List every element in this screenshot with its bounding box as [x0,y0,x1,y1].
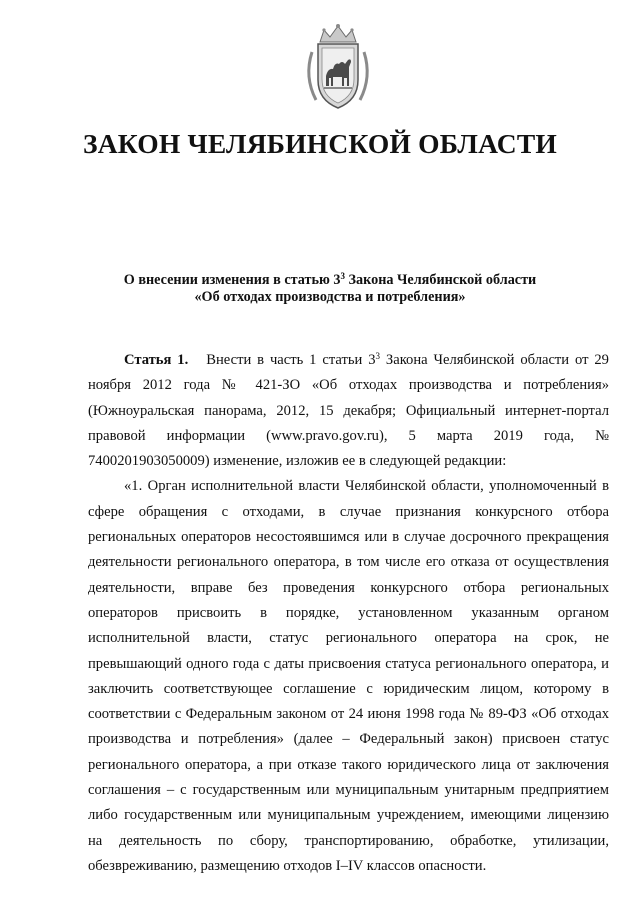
article-1-paragraph: Статья 1. Внести в часть 1 статьи $3^3$ Закона Челябинской области от 29 ноября 2012 года № 421-ЗО «Об отходах производства и потребления» (Южноуральская панорама, 2012, 15 декабря; Официальный интернет-портал правовой информации (www.pravo.gov.ru), 5 марта 2019 года, № 7400201903050009) изменение, изложив ее в следующей редакции: [88,351,609,470]
law-title: ЗАКОН ЧЕЛЯБИНСКОЙ ОБЛАСТИ [83,128,557,159]
quoted-amendment-paragraph: «1. Орган исполнительной власти Челябинской области, уполномоченный в сфере обращения с отходами, в случае признания конкурсного отбора региональных операторов несостоявшимся или в случае досрочного прекращения деятельности регионального оператора, в том числе его отказа от осуществления деятельности, вправе без проведения конкурсного отбора региональных операторов присвоить в порядке, установленном указанным органом исполнительной власти, статус регионального оператора на срок, не превышающий одного года с даты присвоения статуса регионального оператора, и заключить соответствующее соглашение с юридическим лицом, которому в соответствии с Федеральным законом от 24 июня 1998 года № 89-ФЗ «Об отходах производства и потребления» (далее – Федеральный закон) присвоен статус регионального оператора, а при отказе такого юридического лица от заключения соглашения – с государственным или муниципальным унитарным предприятием либо государственным или муниципальным учреждением, имеющими лицензию на деятельность по сбору, транспортированию, обработке, утилизации, обезвреживанию, размещению отходов I–IV классов опасности. [88,478,609,874]
law-subtitle [0,272,640,306]
subtitle-line-1: О внесении изменения в статью $3^3$ Закона Челябинской области [123,271,537,288]
article-1-label: Статья 1. [124,352,189,368]
coat-of-arms-emblem [302,22,374,112]
subtitle-line-2: «Об отходах производства и потребления» [194,289,466,305]
document-body [88,348,609,879]
